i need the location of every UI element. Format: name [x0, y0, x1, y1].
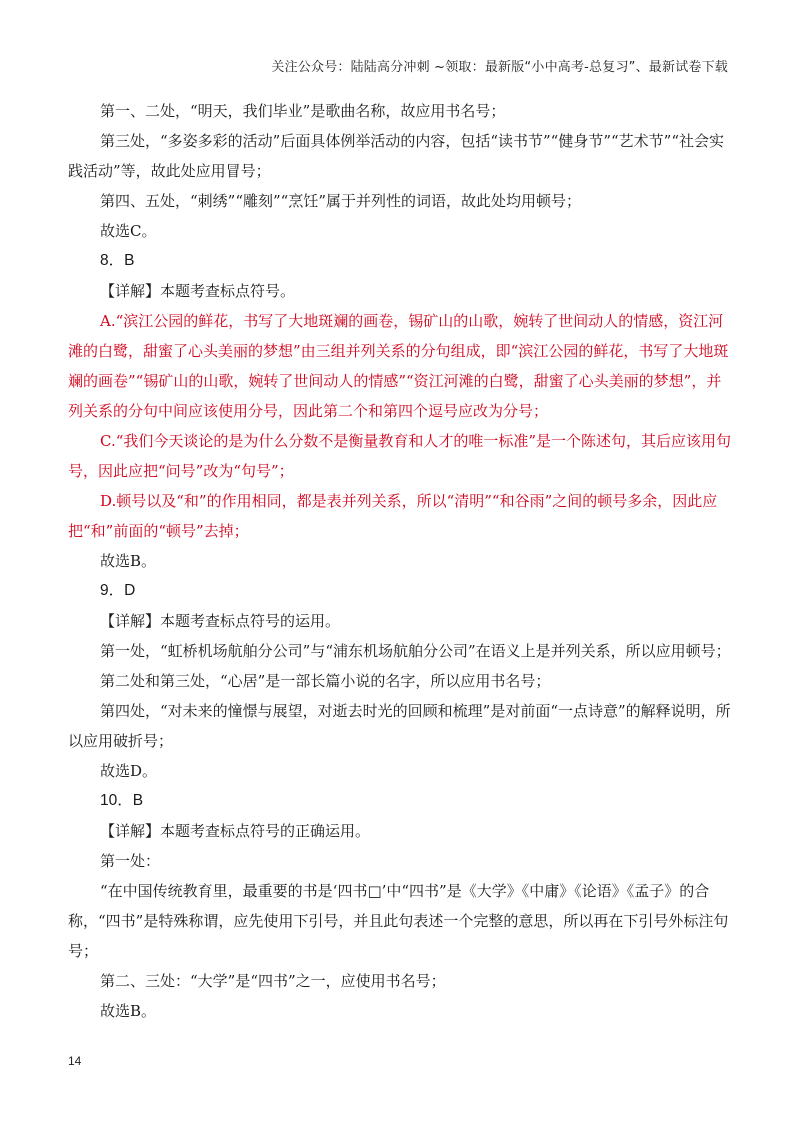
- paragraph: 故选D。: [100, 762, 158, 780]
- paragraph: C.“我们今天谈论的是为什么分数不是衡量教育和人才的唯一标准”是一个陈述句，其后应该用句号，因此应把“问号”改为“句号”；: [68, 432, 732, 480]
- paragraph: 8．B: [100, 252, 135, 269]
- paragraph: 【详解】本题考查标点符号。: [100, 282, 296, 300]
- paragraph: 第一处：: [100, 852, 161, 870]
- paragraph: 第四处，“对未来的憧憬与展望，对逝去时光的回顾和梳理”是对前面“一点诗意”的解释说明，所以应用破折号；: [68, 702, 731, 750]
- paragraph: 第一处，“虹桥机场航舶分公司”与“浦东机场航舶分公司”在语义上是并列关系，所以应用顿号；: [100, 642, 731, 660]
- paragraph: 第二处和第三处，“心居”是一部长篇小说的名字，所以应用书名号；: [100, 672, 551, 690]
- paragraph: 9．D: [100, 582, 136, 599]
- paragraph: 故选B。: [100, 1002, 157, 1020]
- paragraph: 故选C。: [100, 222, 157, 240]
- paragraph: A.“滨江公园的鲜花，书写了大地斑斓的画卷，锡矿山的山歌，婉转了世间动人的情感，资江河滩的白鹭，甜蜜了心头美丽的梦想”由三组并列关系的分句组成，即“滨江公园的鲜花，书写了大地斑斓的画卷”“锡矿山的山歌，婉转了世间动人的情感”“资江河滩的白鹭，甜蜜了心头美丽的梦想”，并列关系的分句中间应该使用分号，因此第二个和第四个逗号应改为分号；: [68, 312, 729, 420]
- paragraph: 第三处，“多姿多彩的活动”后面具体例举活动的内容，包括“读书节”“健身节”“艺术节”“社会实践活动”等，故此处应用冒号；: [68, 132, 725, 180]
- document-body: [68, 96, 734, 1026]
- page-header: 关注公众号：陆陆高分冲刺 ~领取：最新版“小中高考-总复习”、最新试卷下载: [271, 60, 728, 75]
- paragraph: 【详解】本题考查标点符号的正确运用。: [100, 822, 371, 840]
- paragraph: 10．B: [100, 792, 144, 809]
- page-number: 14: [68, 1054, 82, 1068]
- paragraph: “在中国传统教育里，最重要的书是‘四书□’中“四书”是《大学》《中庸》《论语》《孟子》的合称，“四书”是特殊称谓，应先使用下引号，并且此句表述一个完整的意思，所以再在下引号外标注句号；: [68, 882, 729, 960]
- paragraph: 第二、三处：“大学”是“四书”之一，应使用书名号；: [100, 972, 446, 990]
- paragraph: 【详解】本题考查标点符号的运用。: [100, 612, 341, 630]
- paragraph: 第四、五处，“刺绣”“雕刻”“烹饪”属于并列性的词语，故此处均用顿号；: [100, 192, 582, 210]
- paragraph: D.顿号以及“和”的作用相同，都是表并列关系，所以“清明”“和谷雨”之间的顿号多余，因此应把“和”前面的“顿号”去掉；: [68, 492, 718, 540]
- paragraph: 故选B。: [100, 552, 157, 570]
- paragraph: 第一、二处，“明天，我们毕业”是歌曲名称，故应用书名号；: [100, 102, 506, 120]
